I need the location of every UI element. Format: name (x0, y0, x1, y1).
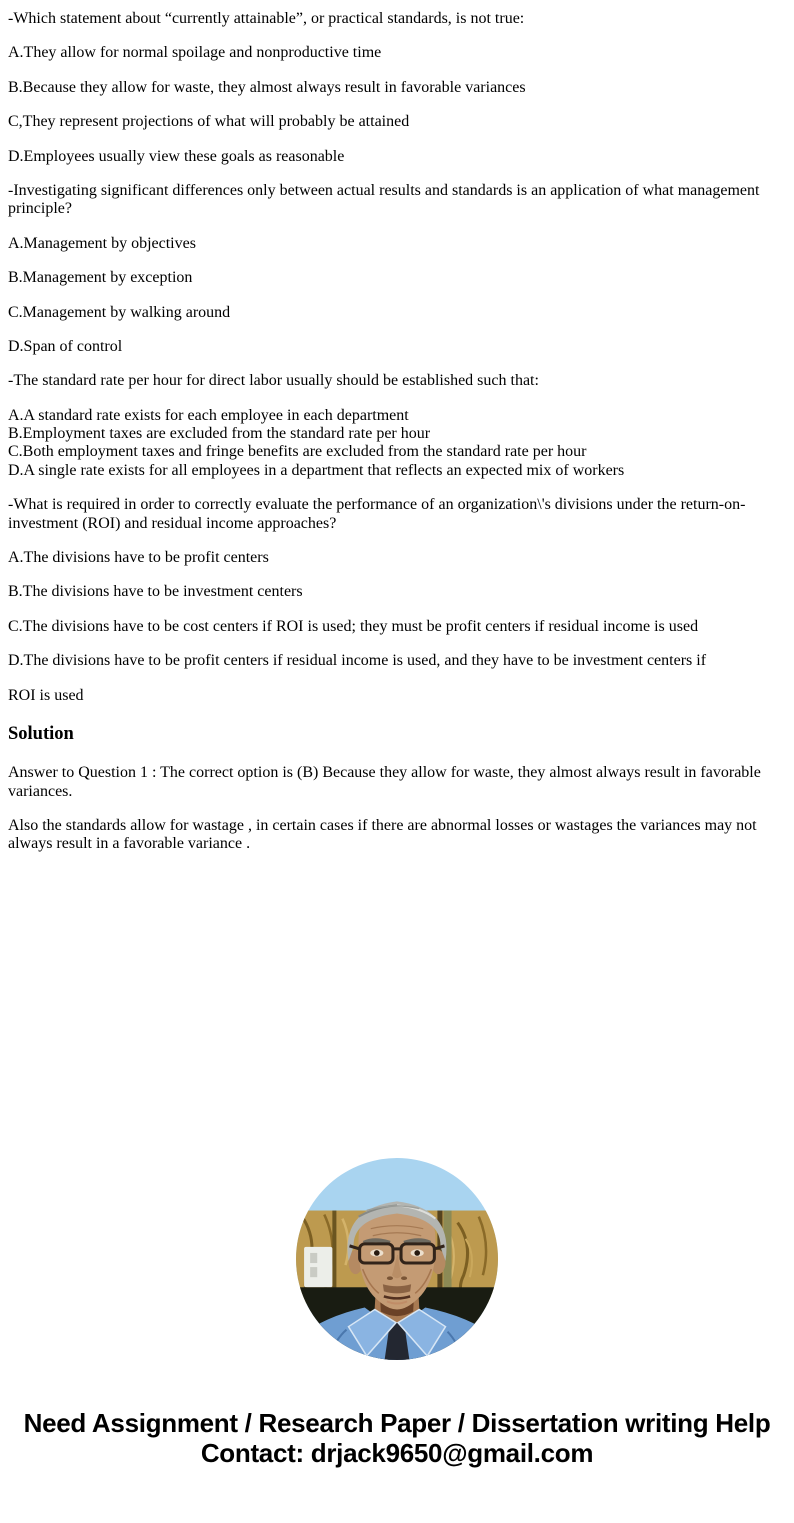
solution-paragraph-1: Answer to Question 1 : The correct option is (B) Because they allow for waste, they almost always result in favorable variances. (8, 764, 761, 800)
question-3-option-b: B.Employment taxes are excluded from the standard rate per hour (8, 425, 431, 443)
question-1-option-b: B.Because they allow for waste, they almost always result in favorable variances (8, 78, 526, 96)
question-1-option-a: A.They allow for normal spoilage and nonproductive time (8, 44, 382, 62)
footer-help-text: Need Assignment / Research Paper / Dissertation writing Help (23, 1407, 771, 1438)
question-1-option-d: D.Employees usually view these goals as reasonable (8, 147, 345, 165)
question-2-option-a: A.Management by objectives (8, 234, 196, 252)
question-4-prompt: -What is required in order to correctly evaluate the performance of an organization\'s divisions under the return-on-investment (ROI) and residual income approaches? (8, 496, 746, 532)
question-4-option-d-continuation: ROI is used (8, 686, 84, 704)
question-4-option-b: B.The divisions have to be investment centers (8, 583, 303, 601)
question-3-option-c: C.Both employment taxes and fringe benefits are excluded from the standard rate per hour (8, 443, 587, 461)
question-4-option-d: D.The divisions have to be profit centers if residual income is used, and they have to be investment centers if (8, 652, 707, 670)
question-2-option-c: C.Management by walking around (8, 303, 231, 321)
question-1-prompt: -Which statement about “currently attainable”, or practical standards, is not true: (8, 10, 525, 27)
footer-banner (8, 1408, 786, 1468)
solution-paragraph-2: Also the standards allow for wastage , in certain cases if there are abnormal losses or wastages the variances may not always result in a favorable variance . (8, 817, 757, 853)
tutor-avatar-photo-icon (296, 1158, 498, 1360)
question-3-options-block (8, 407, 786, 481)
question-1-option-c: C,They represent projections of what will probably be attained (8, 113, 410, 131)
question-2-option-b: B.Management by exception (8, 269, 193, 287)
question-3-option-d: D.A single rate exists for all employees in a department that reflects an expected mix of workers (8, 461, 625, 479)
solution-heading: Solution (8, 723, 74, 744)
blank-spacer (8, 870, 786, 1158)
avatar-container (8, 1158, 786, 1360)
question-3-option-a: A.A standard rate exists for each employee in each department (8, 406, 409, 424)
question-4-option-a: A.The divisions have to be profit centers (8, 549, 269, 567)
question-3-prompt: -The standard rate per hour for direct labor usually should be established such that: (8, 372, 539, 390)
question-2-option-d: D.Span of control (8, 337, 123, 355)
question-4-option-c: C.The divisions have to be cost centers if ROI is used; they must be profit centers if residual income is used (8, 617, 699, 635)
footer-contact-text: Contact: drjack9650@gmail.com (200, 1437, 594, 1468)
question-2-prompt: -Investigating significant differences only between actual results and standards is an application of what management principle? (8, 181, 760, 218)
